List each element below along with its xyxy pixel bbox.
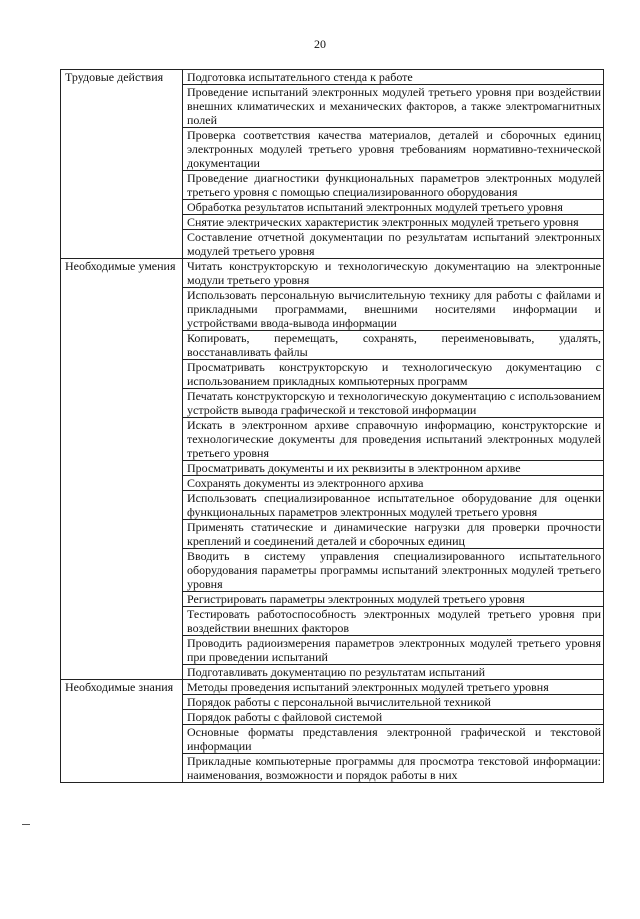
requirement-item: Проводить радиоизмерения параметров электронных модулей третьего уровня при проведении испытаний [183,636,604,665]
requirement-item: Прикладные компьютерные программы для просмотра текстовой информации: наименования, возможности и порядок работы в них [183,754,604,783]
requirement-item: Печатать конструкторскую и технологическую документацию с использованием устройств вывода графической и текстовой информации [183,389,604,418]
requirement-item: Искать в электронном архиве справочную информацию, конструкторские и технологические документы для проведения испытаний электронных модулей третьего уровня [183,418,604,461]
table-row [61,680,604,695]
requirement-item: Обработка результатов испытаний электронных модулей третьего уровня [183,200,604,215]
section-label-required-skills: Необходимые умения [61,259,183,680]
requirements-table [60,69,604,783]
requirement-item: Проверка соответствия качества материалов, деталей и сборочных единиц электронных модулей третьего уровня требованиям нормативно-технической документации [183,128,604,171]
requirement-item: Вводить в систему управления специализированного испытательного оборудования параметры программы испытаний электронных модулей третьего уровня [183,549,604,592]
requirement-item: Использовать специализированное испытательное оборудование для оценки функциональных параметров электронных модулей третьего уровня [183,491,604,520]
requirement-item: Копировать, перемещать, сохранять, переименовывать, удалять, восстанавливать файлы [183,331,604,360]
requirement-item: Просматривать конструкторскую и технологическую документацию с использованием прикладных компьютерных программ [183,360,604,389]
requirement-item: Порядок работы с файловой системой [183,710,604,725]
requirement-item: Подготовка испытательного стенда к работе [183,70,604,85]
table-row [61,259,604,288]
section-label-required-knowledge: Необходимые знания [61,680,183,783]
requirement-item: Просматривать документы и их реквизиты в электронном архиве [183,461,604,476]
section-label-labor-actions: Трудовые действия [61,70,183,259]
requirement-item: Основные форматы представления электронной графической и текстовой информации [183,725,604,754]
requirement-item: Проведение диагностики функциональных параметров электронных модулей третьего уровня с помощью специализированного оборудования [183,171,604,200]
margin-mark [22,824,30,825]
requirement-item: Использовать персональную вычислительную технику для работы с файлами и прикладными программами, внешними носителями информации и устройствами ввода-вывода информации [183,288,604,331]
requirement-item: Регистрировать параметры электронных модулей третьего уровня [183,592,604,607]
requirement-item: Применять статические и динамические нагрузки для проверки прочности креплений и соединений деталей и сборочных единиц [183,520,604,549]
requirement-item: Порядок работы с персональной вычислительной техникой [183,695,604,710]
page-number: 20 [314,37,326,51]
requirement-item: Подготавливать документацию по результатам испытаний [183,665,604,680]
requirement-item: Читать конструкторскую и технологическую документацию на электронные модули третьего уровня [183,259,604,288]
requirement-item: Тестировать работоспособность электронных модулей третьего уровня при воздействии внешних факторов [183,607,604,636]
requirement-item: Составление отчетной документации по результатам испытаний электронных модулей третьего уровня [183,230,604,259]
requirement-item: Проведение испытаний электронных модулей третьего уровня при воздействии внешних климатических и механических факторов, а также электромагнитных полей [183,85,604,128]
table-row [61,70,604,85]
requirement-item: Методы проведения испытаний электронных модулей третьего уровня [183,680,604,695]
requirement-item: Снятие электрических характеристик электронных модулей третьего уровня [183,215,604,230]
requirement-item: Сохранять документы из электронного архива [183,476,604,491]
requirements-table-body [61,70,604,783]
